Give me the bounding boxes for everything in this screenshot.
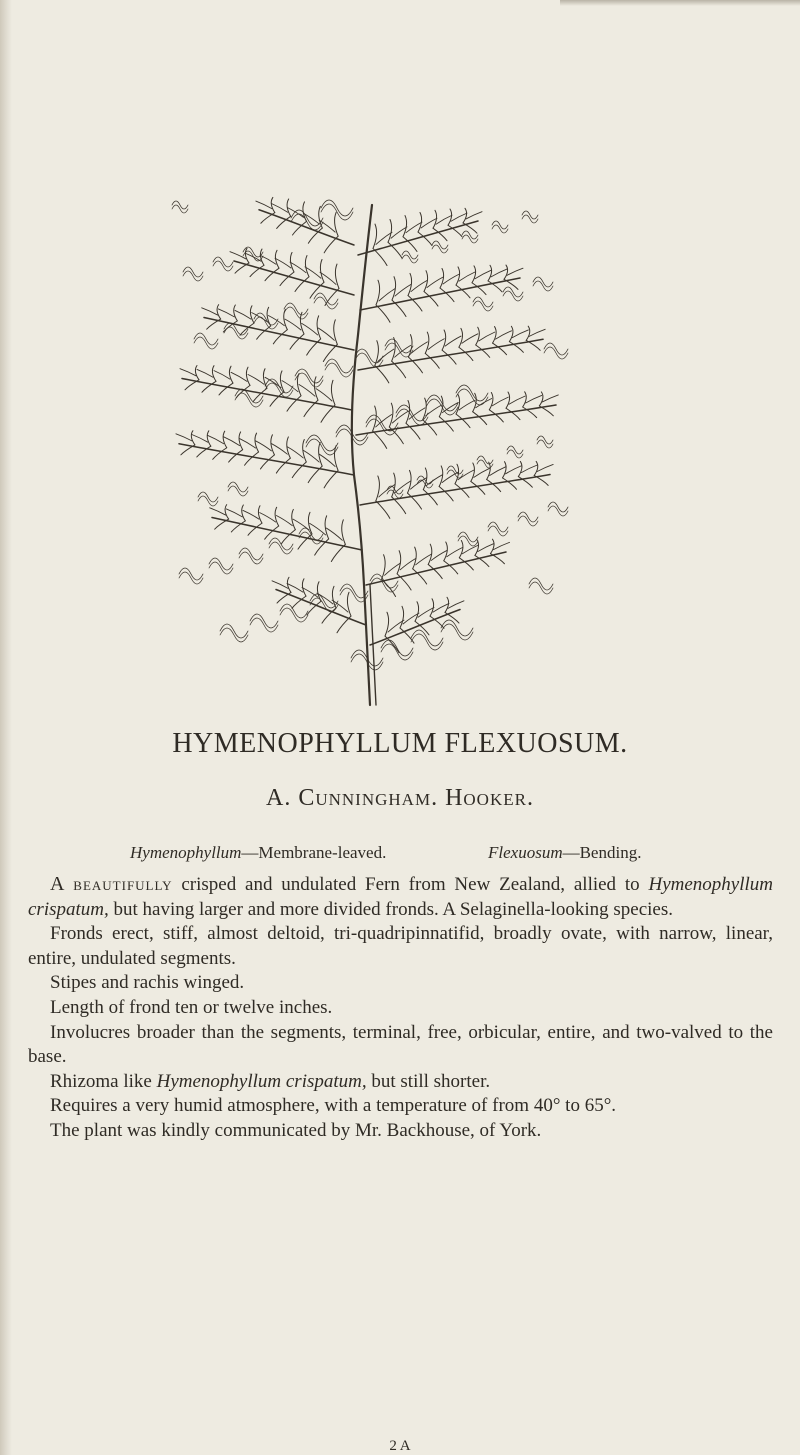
fern-stroke (439, 486, 453, 500)
fern-stroke (210, 508, 226, 515)
fern-stroke (487, 462, 491, 479)
fern-stroke (448, 601, 464, 609)
rhizoma-text-2: but still shorter. (366, 1070, 491, 1092)
fern-stroke (487, 479, 501, 491)
fern-stroke (432, 241, 448, 249)
fern-stroke (439, 417, 453, 431)
fern-stroke (490, 554, 504, 564)
fern-stroke (215, 519, 229, 529)
fern-stroke (172, 201, 188, 209)
fern-stroke (234, 305, 238, 321)
fern-stroke (392, 411, 408, 423)
intro-text-2: but having larger and more divided fronds. A Selaginella-looking species. (108, 898, 673, 920)
fern-stroke (428, 339, 444, 350)
fern-stroke (305, 256, 309, 277)
fern-stroke (276, 516, 292, 526)
fern-stroke (352, 205, 372, 705)
fern-stroke (463, 223, 477, 233)
fern-stroke (204, 318, 354, 351)
fern-stroke (306, 435, 338, 451)
fern-stroke (462, 334, 478, 343)
fern-stroke (287, 583, 303, 592)
paragraph-fronds: Fronds erect, stiff, almost deltoid, tri-quadripinnatifid, broadly ovate, with narrow, linear, entire, undulated segments. (28, 923, 773, 969)
fern-stroke (223, 431, 227, 448)
fern-frond-drawing (140, 185, 600, 710)
fern-stroke (415, 621, 429, 635)
fern-stroke (248, 523, 262, 535)
fern-stroke (202, 308, 218, 315)
fern-stroke (503, 462, 507, 478)
fern-stroke (518, 461, 522, 476)
fern-stroke (265, 526, 279, 539)
fern-stroke (355, 353, 383, 367)
fern-stroke (492, 225, 508, 233)
fern-stroke (478, 544, 494, 552)
fern-stroke (428, 564, 442, 578)
fern-stroke (246, 367, 250, 385)
fern-stroke (280, 608, 308, 622)
fern-stroke (507, 450, 523, 458)
fern-stroke (307, 601, 321, 615)
fern-stroke (212, 366, 216, 382)
fern-stroke (455, 484, 469, 498)
fern-stroke (235, 310, 251, 319)
fern-stroke (537, 440, 553, 448)
fern-stroke (402, 251, 418, 259)
fern-stroke (493, 327, 497, 344)
fern-stroke (285, 319, 301, 330)
fern-stroke (506, 392, 510, 408)
fern-stroke (320, 260, 324, 283)
paragraph-rhizoma (28, 1070, 773, 1095)
fern-stroke (250, 306, 254, 323)
fern-stroke (472, 266, 476, 283)
fern-stroke (529, 329, 545, 336)
fern-stroke (409, 408, 425, 419)
initial-letter: A (50, 873, 65, 895)
fern-stroke (459, 400, 475, 410)
fern-stroke (381, 640, 413, 656)
fern-stroke (176, 434, 192, 441)
fern-stroke (378, 349, 394, 361)
fern-stroke (526, 340, 540, 350)
fern-stroke (445, 336, 461, 346)
fern-stroke (257, 326, 271, 339)
fern-stroke (331, 544, 345, 561)
fern-stroke (430, 599, 434, 616)
fern-stroke (321, 204, 353, 220)
fern-stroke (229, 450, 243, 462)
fern-stroke (207, 319, 221, 329)
fern-stroke (302, 579, 306, 596)
fern-stroke (440, 288, 454, 302)
fern-stroke (258, 506, 262, 523)
fern-stroke (265, 379, 293, 393)
fern-stroke (441, 624, 473, 640)
fern-stroke (370, 574, 398, 588)
fern-stroke (387, 490, 403, 498)
fern-stroke (325, 288, 339, 305)
fern-stroke (381, 644, 413, 660)
fern-stroke (441, 620, 473, 636)
fern-stroke (250, 614, 278, 628)
fern-stroke (191, 431, 195, 445)
fern-stroke (411, 634, 443, 650)
fern-stroke (270, 392, 284, 407)
fern-stroke (507, 446, 523, 454)
fern-stroke (526, 326, 530, 340)
fern-stroke (473, 412, 487, 425)
fern-stroke (425, 353, 439, 368)
fern-illustration (140, 185, 600, 710)
fern-stroke (476, 345, 490, 357)
page-title: HYMENOPHYLLUM FLEXUOSUM. (172, 728, 628, 759)
fern-stroke (474, 468, 490, 477)
fern-stroke (282, 381, 298, 392)
fern-stroke (432, 245, 448, 253)
fern-stroke (277, 592, 291, 603)
fern-stroke (218, 309, 234, 317)
fern-stroke (421, 218, 437, 228)
fern-stroke (321, 200, 353, 216)
fern-stroke (423, 490, 437, 505)
fern-stroke (477, 456, 493, 464)
fern-stroke (213, 448, 227, 460)
fern-stroke (459, 347, 473, 360)
fern-stroke (507, 268, 523, 275)
fern-stroke (456, 385, 488, 401)
fern-stroke (273, 330, 287, 344)
species-term: Flexuosum (488, 843, 563, 862)
description-body (28, 872, 773, 1144)
fern-stroke (181, 445, 195, 455)
fern-stroke (250, 618, 278, 632)
fern-stroke (382, 579, 396, 596)
intro-text-1: crisped and undulated Fern from New Zealand, allied to (172, 874, 649, 895)
fern-stroke (493, 542, 509, 549)
fern-stroke (281, 530, 295, 544)
fern-stroke (424, 291, 438, 306)
fern-stroke (489, 392, 493, 409)
fern-stroke (490, 467, 506, 476)
fern-stroke (392, 497, 406, 514)
fern-stroke (316, 389, 332, 401)
fern-stroke (534, 461, 538, 475)
fern-stroke (396, 409, 428, 425)
authors-line: A. Cunningham. Hooker. (266, 785, 534, 811)
fern-stroke (245, 248, 249, 263)
fern-stroke (300, 312, 304, 334)
fern-stroke (504, 265, 508, 279)
fern-stroke (489, 410, 503, 422)
fern-stroke (235, 263, 249, 273)
fern-stroke (276, 590, 366, 626)
fern-stroke (385, 563, 401, 575)
species-meaning: —Bending. (562, 843, 642, 862)
fern-stroke (491, 269, 507, 277)
fern-stroke (192, 435, 208, 443)
fern-stroke (179, 444, 354, 475)
fern-stroke (306, 439, 338, 455)
fern-stroke (488, 265, 492, 281)
fern-stroke (479, 332, 495, 341)
fern-stroke (411, 342, 427, 353)
etymology-genus (130, 843, 386, 863)
fern-stroke (509, 326, 513, 341)
fern-stroke (537, 464, 553, 471)
fern-stroke (337, 616, 351, 633)
folio-signature: 2 A (389, 1438, 411, 1454)
fern-stroke (261, 213, 275, 224)
fern-stroke (324, 236, 338, 253)
fern-stroke (456, 414, 470, 428)
fern-stroke (463, 208, 467, 223)
fern-stroke (376, 501, 390, 518)
fern-stroke (275, 258, 291, 268)
fern-stroke (475, 270, 491, 278)
fern-stroke (375, 366, 389, 383)
fern-stroke (185, 380, 199, 390)
fern-stroke (433, 603, 449, 612)
fern-stroke (522, 211, 538, 219)
fern-stroke (521, 465, 537, 473)
fern-stroke (231, 372, 247, 381)
fern-stroke (447, 466, 463, 474)
fern-stroke (325, 363, 353, 377)
fern-stroke (321, 405, 335, 422)
fern-stroke (509, 396, 525, 404)
fern-stroke (471, 463, 475, 481)
fern-stroke (317, 316, 321, 339)
fern-stroke (403, 216, 407, 237)
fern-stroke (442, 350, 456, 364)
genus-term: Hymenophyllum (130, 843, 242, 862)
fern-stroke (385, 343, 413, 357)
fern-stroke (229, 366, 233, 383)
fern-stroke (220, 624, 248, 638)
fern-stroke (539, 406, 553, 416)
fern-stroke (458, 470, 474, 480)
fern-stroke (323, 344, 337, 361)
fern-stroke (217, 305, 221, 319)
fern-stroke (268, 316, 284, 326)
fern-stroke (260, 513, 276, 522)
fern-stroke (255, 441, 271, 451)
fern-stroke (415, 602, 419, 622)
fern-stroke (506, 466, 522, 474)
fern-stroke (522, 215, 538, 223)
fern-stroke (542, 395, 558, 402)
rhizoma-italic: Hymenophyllum crispatum, (156, 1070, 367, 1092)
fern-stroke (373, 248, 387, 265)
fern-stroke (295, 369, 323, 383)
paragraph-acknowledgement: The plant was kindly communicated by Mr. Backhouse, of York. (50, 1119, 542, 1141)
paragraph-stipes: Stipes and rachis winged. (50, 972, 245, 994)
fern-stroke (444, 561, 458, 574)
fern-stroke (240, 439, 256, 448)
paragraph-involucres: Involucres broader than the segments, terminal, free, orbicular, entire, and two-valved to the base. (28, 1021, 773, 1068)
fern-stroke (245, 452, 259, 465)
fern-stroke (426, 405, 442, 416)
fern-stroke (476, 327, 480, 345)
fern-stroke (324, 470, 338, 487)
fern-stroke (195, 365, 199, 379)
fern-stroke (462, 235, 478, 243)
fern-stroke (388, 620, 404, 632)
fern-stroke (272, 581, 288, 589)
fern-stroke (400, 558, 416, 570)
fern-stroke (506, 408, 520, 419)
fern-stroke (225, 505, 229, 519)
fern-stroke (325, 516, 329, 539)
fern-stroke (413, 547, 417, 569)
fern-stroke (442, 472, 458, 482)
fern-stroke (212, 518, 362, 551)
fern-stroke (370, 610, 460, 646)
genus-meaning: —Membrane-leaved. (241, 843, 387, 862)
fern-stroke (360, 278, 520, 310)
fern-stroke (373, 431, 387, 448)
fern-stroke (539, 392, 543, 406)
fern-stroke (219, 383, 233, 395)
fern-stroke (214, 371, 230, 379)
fern-stroke (239, 432, 243, 450)
rhizoma-text-1: Rhizoma like (50, 1070, 157, 1092)
fern-stroke (456, 285, 470, 298)
fern-stroke (496, 331, 512, 339)
fern-stroke (523, 392, 527, 407)
fern-stroke (492, 397, 508, 406)
fern-stroke (242, 505, 246, 521)
fern-stroke (534, 475, 548, 485)
page-edge-top (560, 0, 800, 6)
fern-stroke (240, 323, 254, 335)
fern-stroke (459, 272, 475, 281)
fern-stroke (243, 510, 259, 519)
etymology-species (488, 843, 641, 863)
fern-stroke (418, 213, 422, 233)
fern-stroke (428, 544, 432, 564)
fern-stroke (376, 305, 390, 322)
fern-stroke (466, 212, 482, 219)
fern-stroke (512, 330, 528, 338)
fern-stroke (325, 359, 353, 373)
fern-stroke (220, 628, 248, 642)
fern-stroke (471, 481, 485, 494)
fern-stroke (493, 343, 507, 355)
fern-stroke (462, 545, 478, 554)
fern-stroke (400, 606, 404, 628)
paragraph-cultivation: Requires a very humid atmosphere, with a temperature of from 40° to 65°. (50, 1095, 617, 1117)
fern-stroke (503, 478, 517, 489)
fern-stroke (526, 395, 542, 403)
fern-stroke (180, 369, 196, 376)
fern-stroke (397, 551, 401, 574)
fern-stroke (408, 273, 412, 295)
fern-stroke (537, 436, 553, 444)
fern-stroke (392, 277, 396, 300)
fern-stroke (287, 199, 291, 216)
fern-stroke (459, 328, 463, 347)
fern-stroke (402, 255, 418, 263)
fern-stroke (226, 509, 242, 517)
fern-stroke (276, 458, 290, 473)
fern-stroke (475, 540, 479, 556)
fern-stroke (197, 369, 213, 377)
fern-stroke (290, 253, 294, 273)
fern-stroke (490, 539, 494, 553)
fern-stroke (207, 431, 211, 446)
paragraph-intro (28, 872, 773, 922)
intro-italic: Hymenophyllum crispatum, (28, 874, 774, 920)
fern-stroke (443, 274, 459, 284)
fern-stroke (208, 435, 224, 443)
fern-stroke (260, 455, 274, 469)
fern-stroke (388, 220, 392, 243)
fern-stroke (299, 384, 315, 396)
fern-stroke (256, 201, 272, 209)
lead-word: beautifully (73, 874, 173, 895)
fern-stroke (172, 205, 188, 213)
fern-stroke (224, 437, 240, 446)
fern-stroke (492, 221, 508, 229)
paragraph-length: Length of frond ten or twelve inches. (50, 996, 333, 1018)
fern-stroke (248, 375, 264, 385)
